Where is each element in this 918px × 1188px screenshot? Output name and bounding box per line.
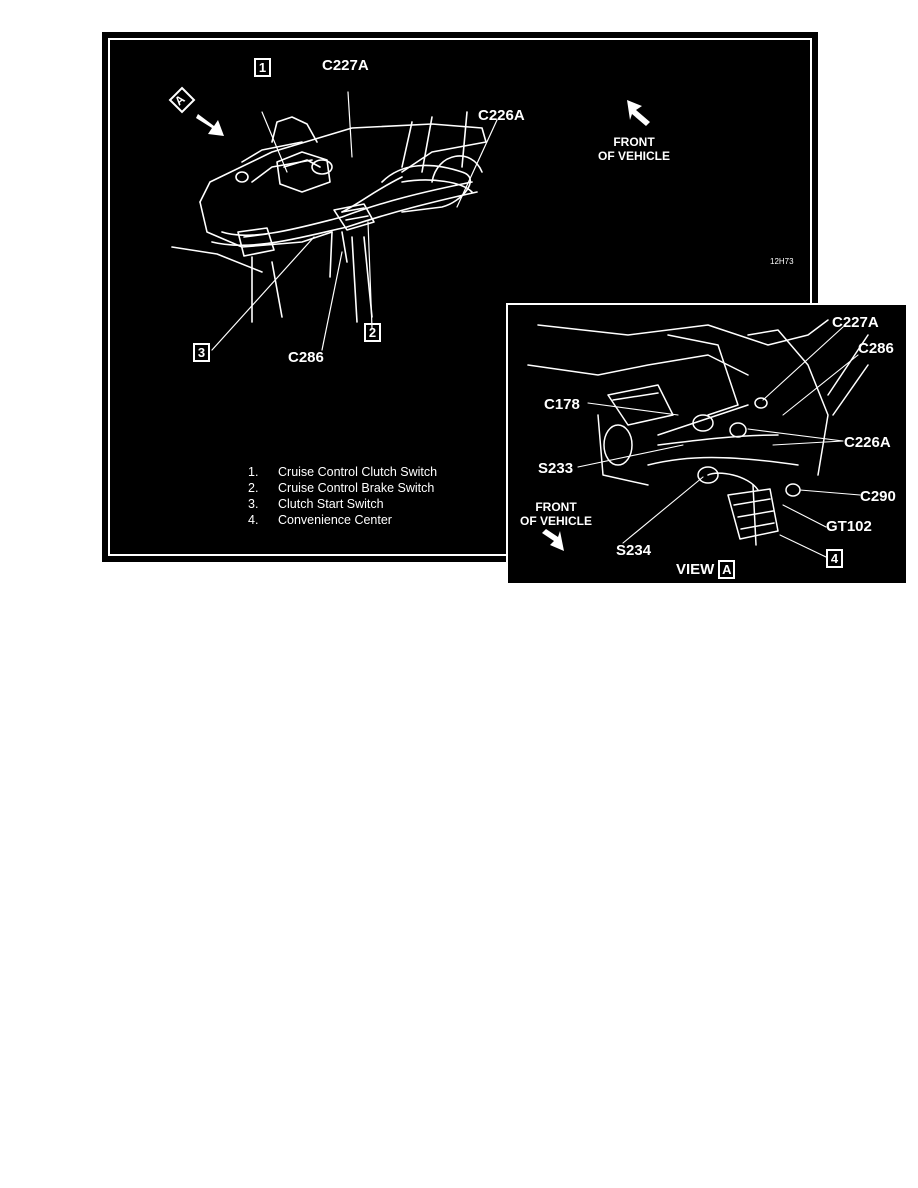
inset-view-a [506, 303, 908, 585]
inset-label-gt102: GT102 [826, 518, 872, 535]
wiring-diagram [102, 32, 896, 578]
legend-item: 3. Clutch Start Switch [248, 497, 384, 511]
inset-label-s233: S233 [538, 460, 574, 477]
front-of-vehicle-label [598, 136, 670, 164]
view-letter-box: A [718, 560, 735, 579]
figure-id: 12H73 [770, 257, 794, 266]
inset-front-of-vehicle: FRONT OF VEHICLE [520, 500, 593, 528]
legend-item: 2. Cruise Control Brake Switch [248, 481, 435, 495]
front-line2: OF VEHICLE [598, 148, 671, 163]
legend-item: 1. Cruise Control Clutch Switch [248, 465, 438, 479]
callout-1: 1 [254, 58, 271, 77]
inset-label-c178: C178 [544, 396, 580, 413]
view-arrow-letter: A [171, 92, 188, 109]
inset-label-s234: S234 [616, 542, 652, 559]
view-word: VIEW [676, 561, 715, 578]
legend [248, 464, 437, 528]
callout-4: 4 [826, 549, 843, 568]
inset-label-c226a: C226A [844, 434, 891, 451]
inset-label-c290: C290 [860, 488, 896, 505]
callout-2: 2 [364, 323, 381, 342]
inset-label-c286: C286 [858, 340, 894, 357]
label-c226a: C226A [478, 107, 525, 124]
front-line1: FRONT [613, 135, 655, 149]
label-c286: C286 [288, 349, 324, 366]
legend-item: 4. Convenience Center [248, 513, 392, 527]
callout-3: 3 [193, 343, 210, 362]
view-a-caption [676, 560, 735, 579]
inset-label-c227a: C227A [832, 314, 879, 331]
label-c227a: C227A [322, 57, 369, 74]
